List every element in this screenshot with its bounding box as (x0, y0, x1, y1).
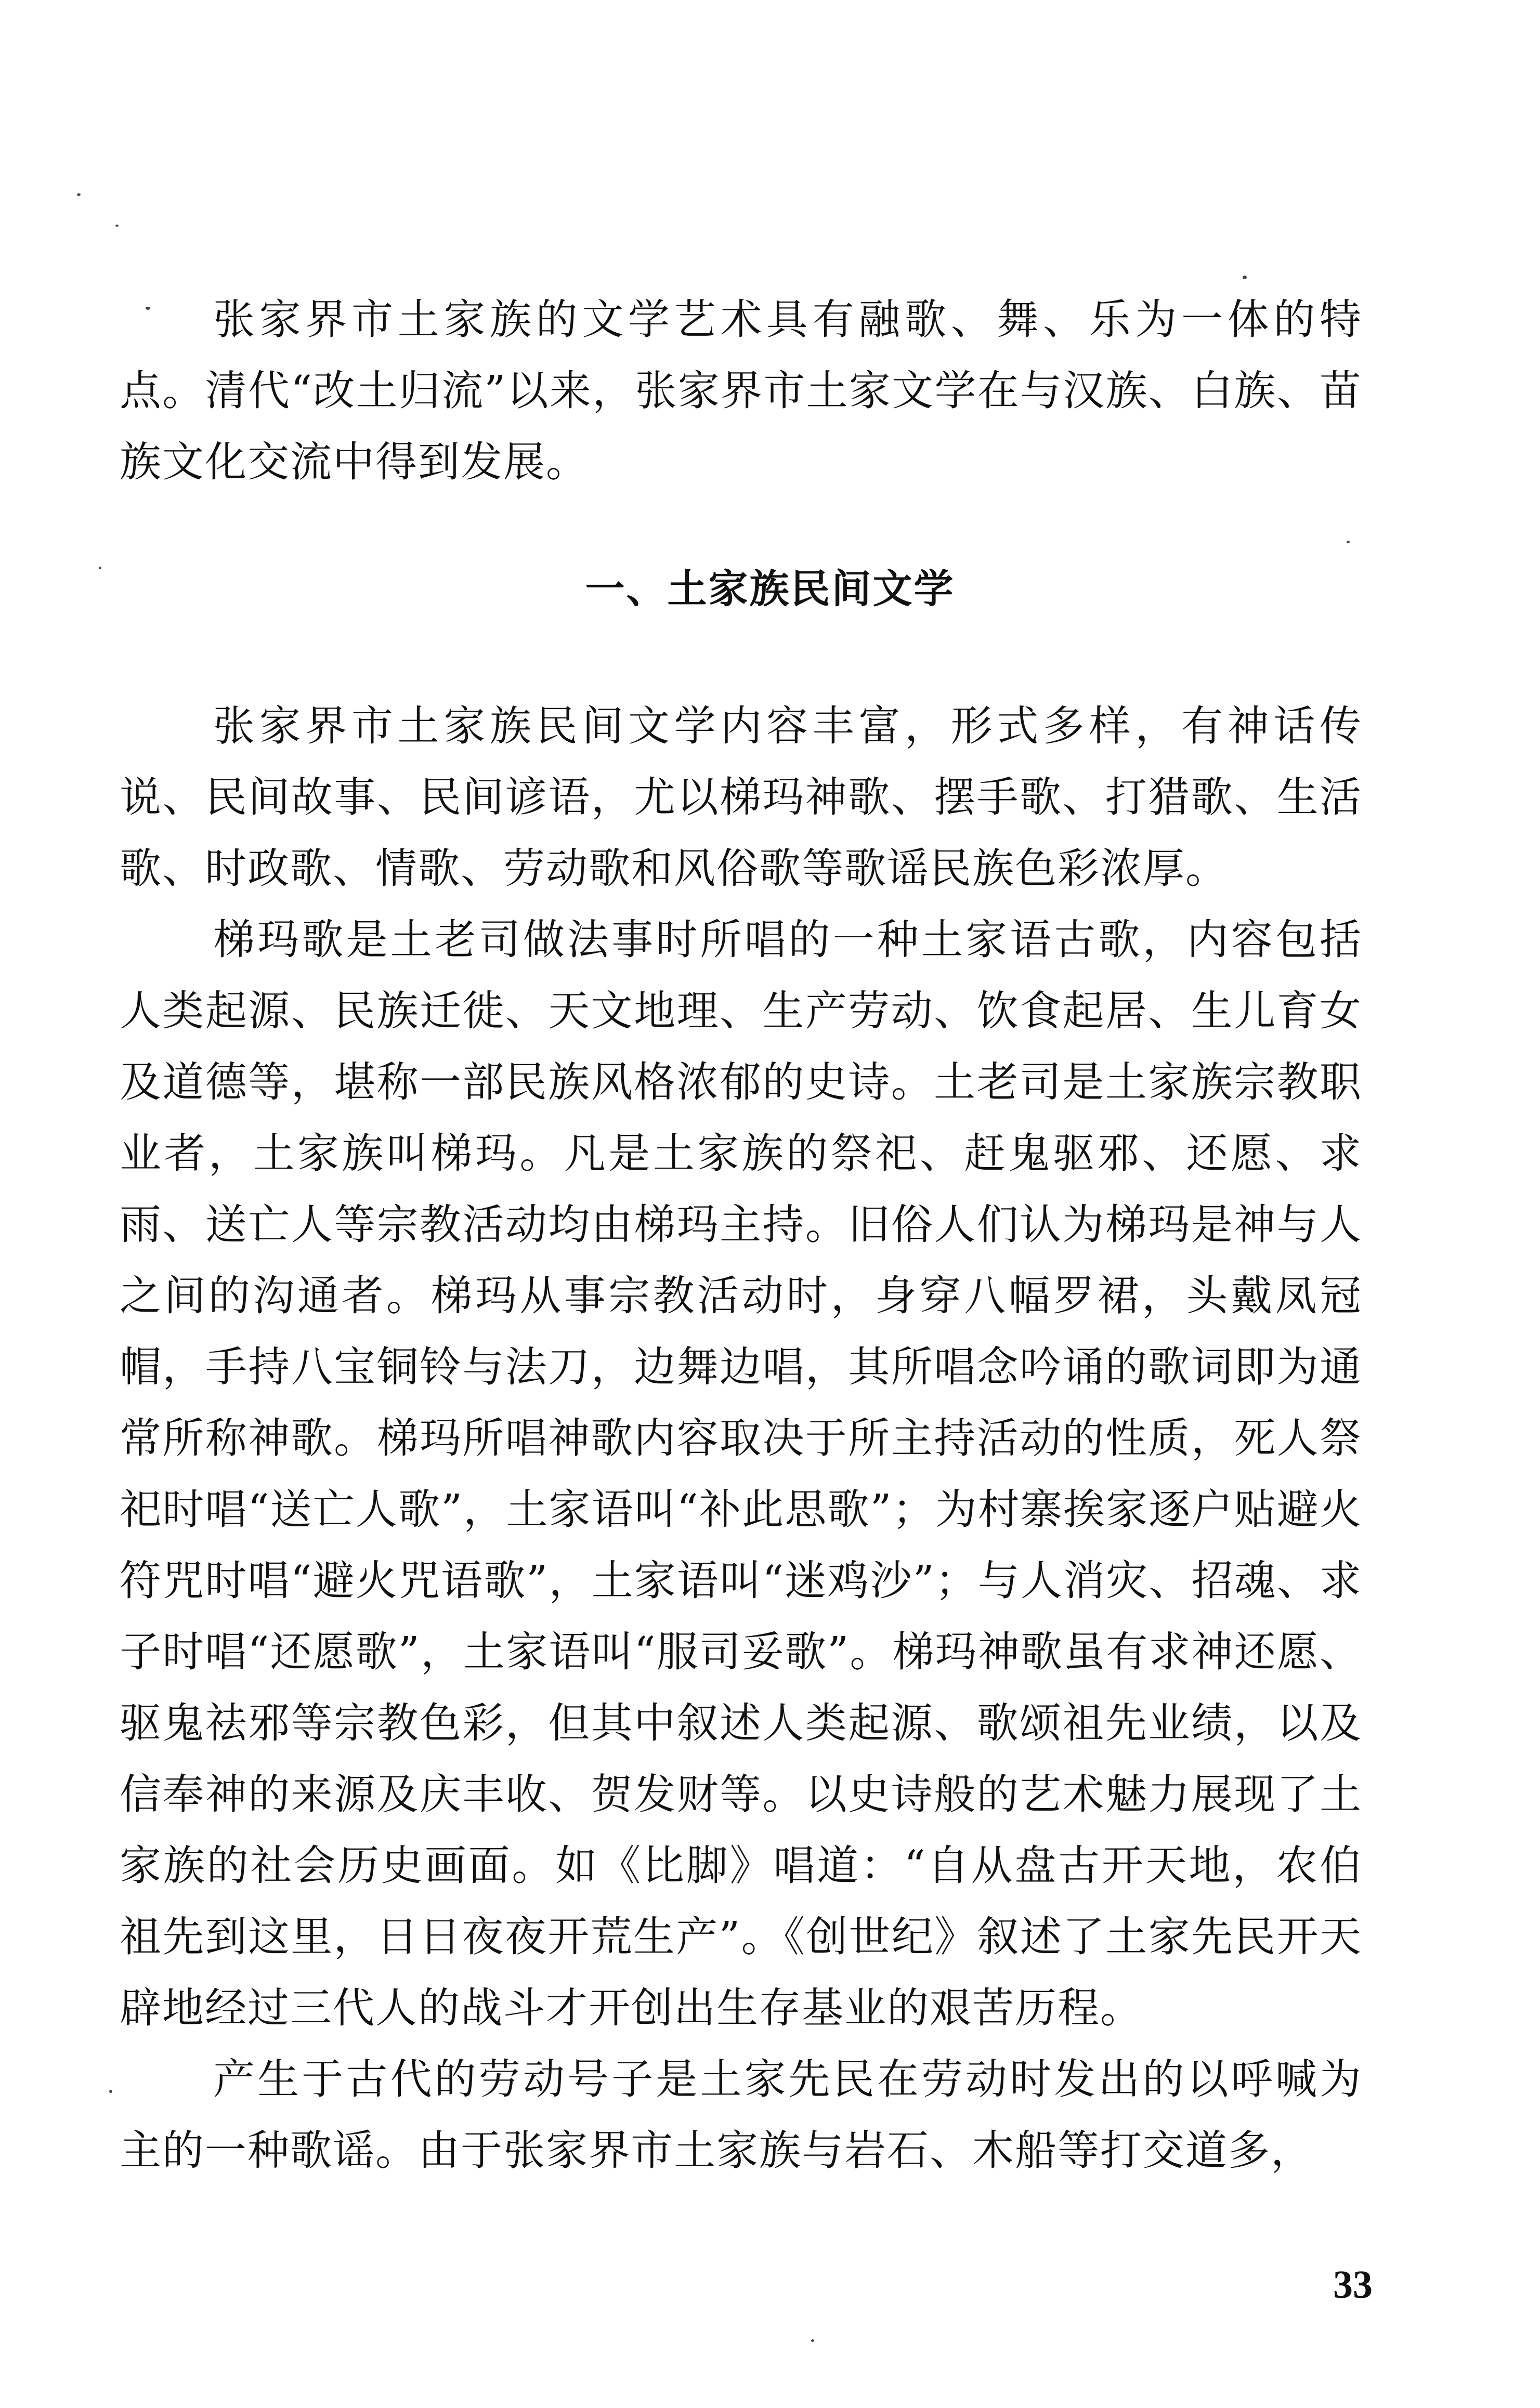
scan-speck (811, 2339, 814, 2342)
intro-paragraph: 张家界市土家族的文学艺术具有融歌、舞、乐为一体的特点。清代“改土归流”以来，张家界市土家文学在与汉族、白族、苗族文化交流中得到发展。 (120, 295, 1362, 486)
body-paragraph: 产生于古代的劳动号子是土家先民在劳动时发出的以呼喊为主的一种歌谣。由于张家界市土家族与岩石、木船等打交道多， (120, 2055, 1362, 2175)
intro-block (120, 284, 1362, 498)
scan-speck (109, 2090, 112, 2093)
body-paragraph: 张家界市土家族民间文学内容丰富，形式多样，有神话传说、民间故事、民间谚语，尤以梯玛神歌、摆手歌、打猎歌、生活歌、时政歌、情歌、劳动歌和风俗歌等歌谣民族色彩浓厚。 (120, 702, 1362, 893)
scan-speck (1347, 541, 1350, 543)
scan-speck (1243, 276, 1247, 279)
body-paragraph: 梯玛歌是土老司做法事时所唱的一种土家语古歌，内容包括人类起源、民族迁徙、天文地理、生产劳动、饮食起居、生儿育女及道德等，堪称一部民族风格浓郁的史诗。土老司是土家族宗教职业者，土家族叫梯玛。凡是土家族的祭祀、赶鬼驱邪、还愿、求雨、送亡人等宗教活动均由梯玛主持。旧俗人们认为梯玛是神与人之间的沟通者。梯玛从事宗教活动时，身穿八幅罗裙，头戴凤冠帽，手持八宝铜铃与法刀，边舞边唱，其所唱念吟诵的歌词即为通常所称神歌。梯玛所唱神歌内容取决于所主持活动的性质，死人祭祀时唱“送亡人歌”，土家语叫“补此思歌”；为村寨挨家逐户贴避火符咒时唱“避火咒语歌”，土家语叫“迷鸡沙”；与人消灾、招魂、求子时唱“还愿歌”，土家语叫“服司妥歌”。梯玛神歌虽有求神还愿、驱鬼祛邪等宗教色彩，但其中叙述人类起源、歌颂祖先业绩，以及信奉神的来源及庆丰收、贺发财等。以史诗般的艺术魅力展现了土家族的社会历史画面。如《比脚》唱道：“自从盘古开天地，农伯祖先到这里，日日夜夜开荒生产”。《创世纪》叙述了土家先民开天辟地经过三代人的战斗才开创出生存基业的艰苦历程。 (120, 915, 1362, 2032)
section-body (120, 690, 1362, 2186)
page-number: 33 (1333, 2263, 1373, 2307)
scan-speck (115, 225, 119, 227)
section-heading: 一、土家族民间文学 (585, 566, 955, 612)
scan-speck (77, 193, 81, 196)
